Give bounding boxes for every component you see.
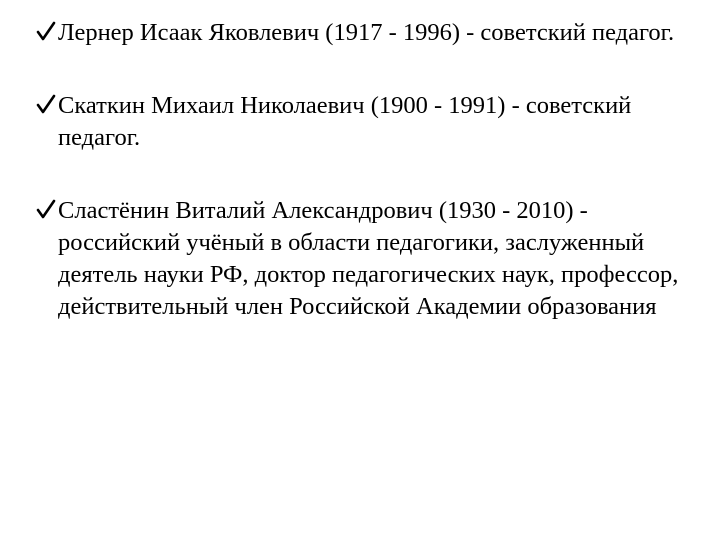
- check-icon: [36, 197, 56, 221]
- bullet-list: [36, 17, 696, 323]
- bullet-text: Скаткин Михаил Николаевич (1900 - 1991) - советский педагог.: [58, 92, 632, 151]
- bullet-text: Лернер Исаак Яковлевич (1917 - 1996) - советский педагог.: [58, 19, 675, 46]
- bullet-item-lerner: [36, 17, 696, 49]
- check-icon: [36, 19, 56, 43]
- bullet-text: Сластёнин Виталий Александрович (1930 - 2010) - российский учёный в области педагогики, заслуженный деятель науки РФ, доктор педагогических наук, профессор, действительный член Российской Академии образования: [58, 197, 679, 320]
- bullet-item-skatkin: [36, 90, 696, 154]
- bullet-item-slastenin: [36, 195, 696, 323]
- check-icon: [36, 92, 56, 116]
